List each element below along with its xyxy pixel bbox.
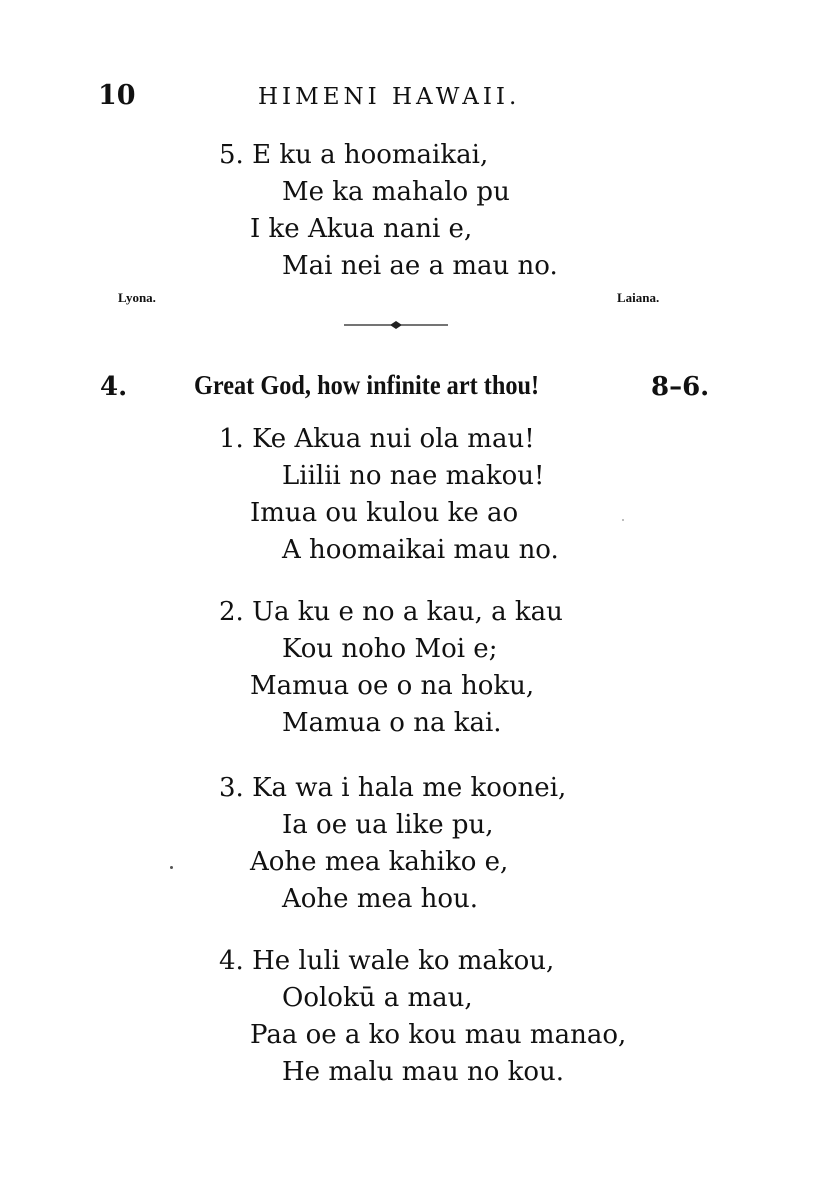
- verse-line: Mai nei ae a mau no.: [282, 251, 558, 281]
- verse-line: 4. He luli wale ko makou,: [219, 946, 555, 976]
- hymn-meter: 8–6.: [651, 372, 710, 402]
- verse-line: A hoomaikai mau no.: [282, 535, 559, 565]
- verse-line: Me ka mahalo pu: [282, 177, 510, 207]
- verse-line: Mamua oe o na hoku,: [250, 671, 535, 701]
- ink-speck: [170, 866, 173, 869]
- verse-line: 5. E ku a hoomaikai,: [219, 140, 489, 170]
- page-number: 10: [98, 80, 136, 111]
- tune-name-right: Laiana.: [617, 290, 660, 305]
- verse-line: 3. Ka wa i hala me koonei,: [219, 773, 567, 803]
- hymn-title: Great God, how infinite art thou!: [194, 370, 540, 400]
- verse-line: Imua ou kulou ke ao: [250, 498, 519, 528]
- verse-line: Kou noho Moi e;: [282, 634, 498, 664]
- verse-line: Paa oe a ko kou mau manao,: [250, 1020, 627, 1050]
- verse-line: Aohe mea hou.: [282, 884, 479, 914]
- verse-line: Liilii no nae makou!: [282, 461, 545, 491]
- verse-line: 1. Ke Akua nui ola mau!: [219, 424, 535, 454]
- verse-line: Oolokū a mau,: [282, 983, 473, 1013]
- verse-line: Ia oe ua like pu,: [282, 810, 494, 840]
- verse-line: I ke Akua nani e,: [250, 214, 473, 244]
- verse-line: Aohe mea kahiko e,: [250, 847, 509, 877]
- ornament-divider: [344, 318, 448, 332]
- ink-speck: [622, 519, 624, 521]
- verse-line: 2. Ua ku e no a kau, a kau: [219, 597, 563, 627]
- verse-line: Mamua o na kai.: [282, 708, 502, 738]
- hymn-number: 4.: [100, 372, 128, 402]
- tune-name-left: Lyona.: [118, 290, 156, 305]
- running-title: HIMENI HAWAII.: [258, 84, 521, 110]
- verse-line: He malu mau no kou.: [282, 1057, 565, 1087]
